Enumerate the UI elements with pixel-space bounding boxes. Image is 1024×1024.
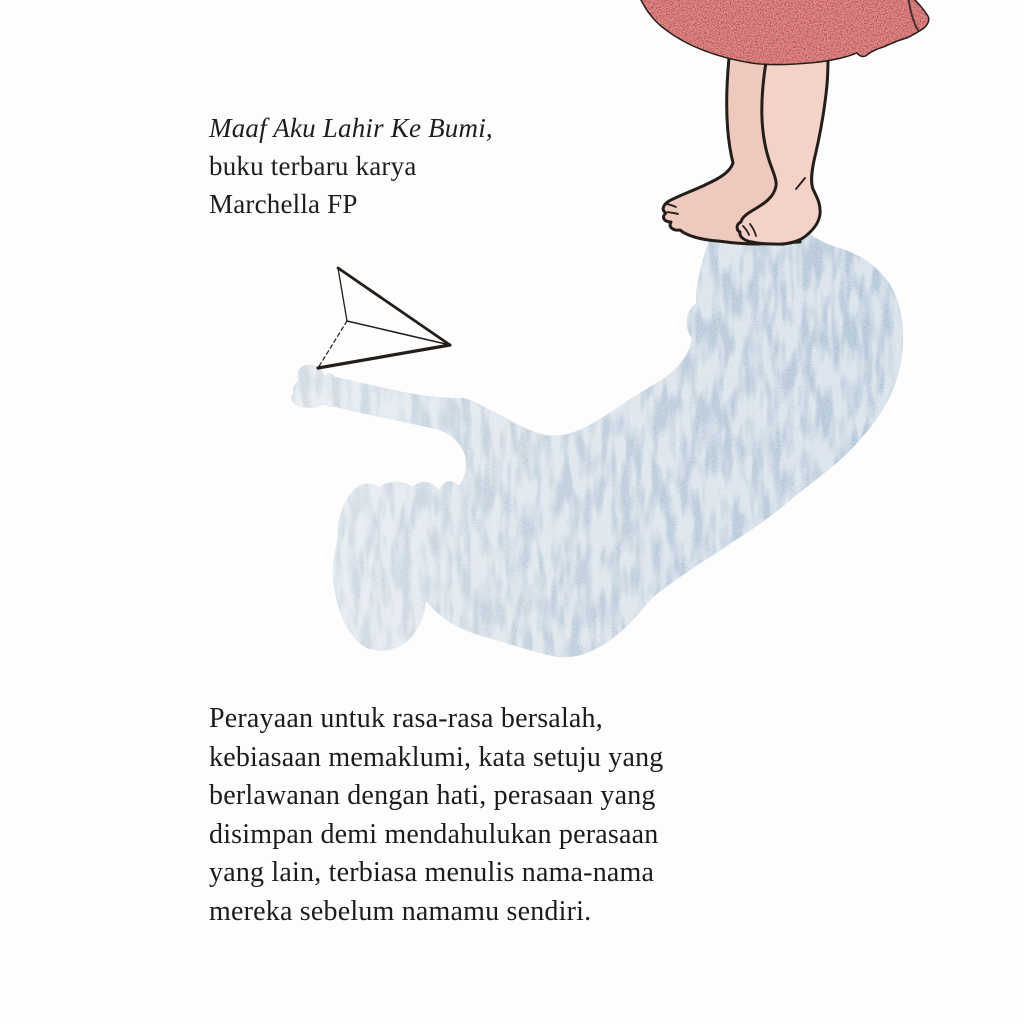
quote-line: mereka sebelum namamu sendiri.	[209, 895, 592, 927]
caption-author: Marchella FP	[209, 189, 358, 219]
falling-baby-shadow	[291, 227, 903, 657]
caption-book-title: Maaf Aku Lahir Ke Bumi,	[209, 113, 493, 143]
caption	[209, 109, 493, 223]
quote-paragraph	[209, 700, 663, 932]
quote-line: kebiasaan memaklumi, kata setuju yang	[209, 741, 664, 773]
shadow-grain-texture	[291, 227, 903, 657]
quote-line: disimpan demi mendahulukan perasaan	[209, 818, 659, 850]
quote-line: berlawanan dengan hati, perasaan yang	[209, 780, 656, 812]
paper-airplane-icon	[318, 268, 450, 368]
skirt-grain-texture	[636, 0, 928, 64]
caption-line: buku terbaru karya	[209, 151, 417, 181]
red-skirt	[636, 0, 928, 64]
standing-figure	[636, 0, 928, 244]
quote-line: Perayaan untuk rasa-rasa bersalah,	[209, 703, 603, 734]
quote-line: yang lain, terbiasa menulis nama-nama	[209, 857, 655, 889]
